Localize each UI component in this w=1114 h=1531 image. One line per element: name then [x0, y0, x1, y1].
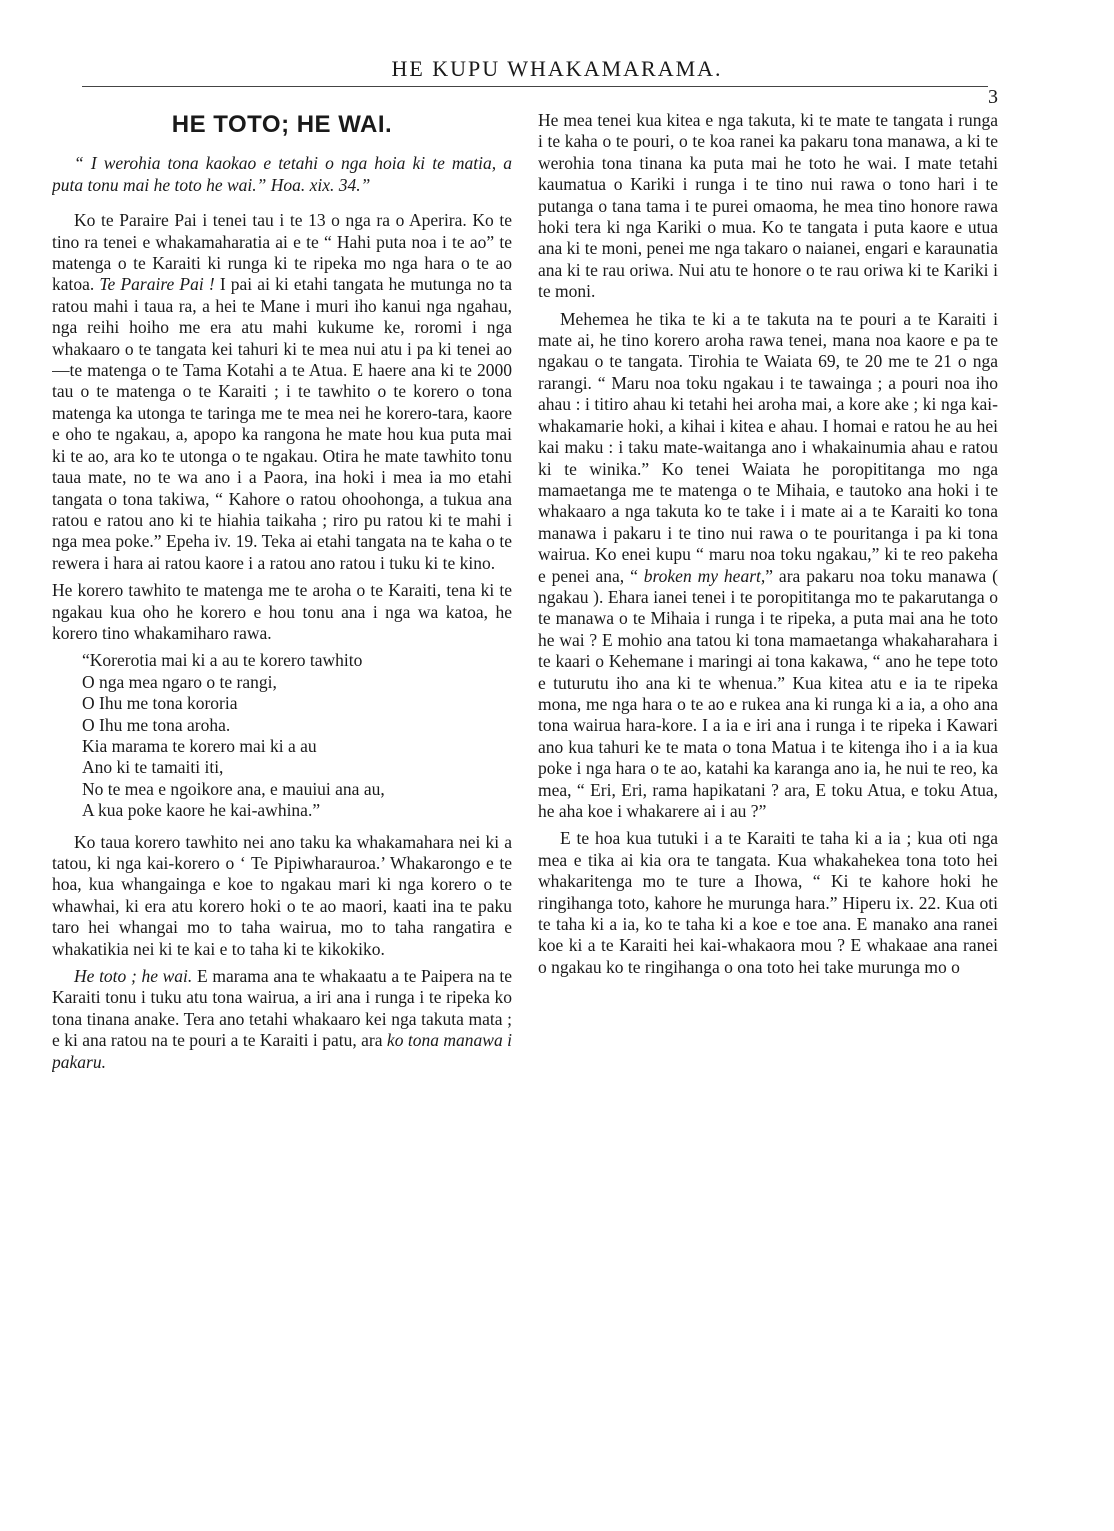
epigraph-quote: “ I werohia tona kaokao e tetahi o nga hoia ki te matia, a puta tonu mai he toto he wai.”	[52, 153, 512, 195]
paragraph-5-text-a: Mehemea he tika te ki a te takuta na te pouri a te Karaiti i mate ai, he tino korero aroha rawa tenei, mana noa kaore e pa te ngakau o te tangata. Tirohia te Waiata 69, te 20 me te 21 o nga rarangi. “ Maru noa toku ngakau i te tawainga ; a pouri noa iho ahau : i titiro ahau ki tetahi hei aroha mai, a kore ake ; ki nga kai-whakamarie hoki, a kihai i kitea e ahau. I homai e ratou he au hei kai maku : i taku mate-waitanga ano i whakainumia ahau e ratou ki te winika.” Ko tenei Waiata he poropititanga mo nga mamaetanga me te matenga o te Mihaia, e tautoko ana hoki i te whakaaro a nga takuta ko te take i i mate ai a te Karaiti ko tona manawa i pakaru i te tino nui rawa o te pouritanga i pa ki tona wairua. Ko enei kupu “ maru noa toku ngakau,” ki te reo pakeha e penei ana, “	[538, 308, 998, 586]
paragraph-5	[538, 309, 998, 823]
epigraph-reference: Hoa. xix. 34.”	[266, 174, 371, 195]
paragraph-5-emphasis: broken my heart,	[643, 565, 766, 586]
header-rule	[82, 86, 988, 87]
right-column	[538, 110, 998, 1510]
article-title: HE TOTO; HE WAI.	[171, 111, 393, 138]
paragraph-1	[52, 210, 512, 574]
hymn-line: Kia marama te korero mai ki a au	[82, 735, 317, 756]
paragraph-1-text-c: I pai ai ki etahi tangata he mutunga no ta ratou mahi i taua ra, a hei te Mane i muri iho kanui nga ngahau, nga reihi hoiho me era atu mahi kukume ke, roromi i nga whakaaro o te tangata kei tahuri ki te mea nui atu i pa ki tenei ao —te matenga o te Tama Kotahi a te Atua. E haere ana ki te 2000 tau o te matenga o te Karaiti ; i te tawhito o te korero o tona matenga ka utonga te taringa me te mea nei he korero-tara, kaore e oho te ngakau, a, apopo ka rangona he mate hou kua puta mai ki te ao, ara ko te utonga o te ngakau. Otira he mate tawhito tonu taua mate, no te wa ano i a Paora, ina hoki i mea ia mo etahi tangata o tona takiwa, “ Kahore o ratou ohoohonga, a tukua ana ratou e ratou ano ki te hiahia taikaha ; riro pu ratou ki te mahi i nga mea poke.” Epeha iv. 19. Teka ai etahi tangata na te kaha o te rewera i hara ai ratou kaore i a ratou ano ratou i tuku ki te kino.	[52, 274, 512, 573]
paragraph-5-text-c: ” ara pakaru noa toku manawa ( ngakau ). Ehara ianei tenei i te poropititanga mo te pakarutanga o te manawa o te Mihaia i runga i te ripeka, a puta mai ana he toto he wai ? E mohio ana tatou ki tona mamaetanga whakaharahara i te kaari o Kehemane i maringi ai tona kakawa, “ ano he tepe toto e tuturutu iho ana ki te whenua.” Kua kitea atu e ia te ripeka mona, me nga hara o te ao e rukea ana ki runga ki a ia, a oho ana tona wairua hara-kore. I a ia e iri ana i runga i te ripeka i Kawari ano kua tahuri ke te mata o tona Matua i te kitenga iho i a ia kua poke i nga hara o te ao, katahi ka karanga ano ia, he nui te reo, ka mea, “ Eri, Eri, rama hapikatani ? ara, E toku Atua, e toku Atua, he aha koe i whakarere ai i au ?”	[538, 565, 998, 821]
paragraph-1-emphasis: Te Paraire Pai !	[99, 274, 215, 295]
running-head: HE KUPU WHAKAMARAMA.	[391, 56, 723, 81]
paragraph-4-emphasis-c: ko tona manawa i pakaru.	[52, 1030, 512, 1072]
page-number: 3	[988, 86, 998, 108]
hymn-line: O Ihu me tona kororia	[82, 693, 238, 714]
hymn-line: O Ihu me tona aroha.	[82, 714, 231, 735]
paragraph-3: Ko taua korero tawhito nei ano taku ka whakamahara nei ki a tatou, ki nga kai-korero o ‘ Te Pipiwharauroa.’ Whakarongo e te hoa, kua whangainga e koe to ngakau mari ki nga korero o te whawhai, ki era atu korero hoki o te ao maori, kaati ina te paku taro hei whangai mo to taha wairua, mo to taha rangatira e whakatikia nei ki te kai e to taha ki te kikokiko.	[52, 831, 512, 959]
paragraph-4-text-b: E marama ana te whakaatu a te Paipera na te Karaiti tonu i tuku atu tona wairua, a iri ana i runga i te ripeka ko tona tinana anake. Tera ano tetahi whakaaro kei nga takuta mata ; e ki ana ratou na te pouri a te Karaiti i patu, ara	[52, 966, 512, 1051]
paragraph-4-continued: He mea tenei kua kitea e nga takuta, ki te mate te tangata i runga i te kaha o te pouri, o te koa ranei ka pakaru tona manawa, a ki te werohia tona tinana ka puta mai he toto he wai. I mate tetahi kaumatua o Kariki i runga i te tino nui rawa o tono hari i te putanga o tana tama i te purei omaoma, he mea tino honore rawa hoki tera ki nga Kariki o mua. Ko te tangata i puta kaore e utua ana ki te moni, penei me nga takaro o naianei, engari e karaunatia ana ki te rau oriwa. Nui atu te honore o te rau oriwa ki te Kariki i te moni.	[538, 110, 998, 302]
epigraph	[52, 153, 512, 196]
paragraph-2: He korero tawhito te matenga me te aroha o te Karaiti, tena ki te ngakau kua oho he korero e hou tonu ana i nga wa katoa, he korero tino whakamiharo rawa.	[52, 580, 512, 643]
paragraph-1-text-a: Ko te Paraire Pai i tenei tau i te 13 o nga ra o Aperira. Ko te tino ra tenei e whakamaharatia ai e te “ Hahi puta noa i te ao” te matenga o te Karaiti ki runga ki te ripeka mo nga hara o te ao katoa.	[52, 210, 512, 295]
left-column	[52, 110, 512, 1510]
hymn-line: No te mea e ngoikore ana, e mauiui ana au,	[82, 778, 385, 799]
paragraph-4-start	[52, 966, 512, 1073]
hymn-line: “Korerotia mai ki a au te korero tawhito	[82, 650, 363, 671]
paragraph-6: E te hoa kua tutuki i a te Karaiti te taha ki a ia ; kua oti nga mea e tika ai kia ora te tangata. Kua whakahekea tona toto hei whakaritenga mo te ture a Ihowa, “ Ki te kahore hoki he ringihanga toto, kahore he murunga hara.” Hiperu ix. 22. Kua oti te taha ki a ia, ko te taha ki a koe e toe ana. E manako ana ranei koe ki a te Karaiti hei kai-whakaora mou ? E whakaae ana ranei o ngakau ko te ringihanga o ona toto hei take murunga mo o	[538, 828, 998, 977]
hymn-line: A kua poke kaore he kai-awhina.”	[82, 800, 321, 821]
paragraph-4-emphasis: He toto ; he wai.	[74, 966, 193, 987]
hymn-verse	[82, 650, 512, 821]
hymn-line: O nga mea ngaro o te rangi,	[82, 671, 277, 692]
hymn-line: Ano ki te tamaiti iti,	[82, 757, 224, 778]
